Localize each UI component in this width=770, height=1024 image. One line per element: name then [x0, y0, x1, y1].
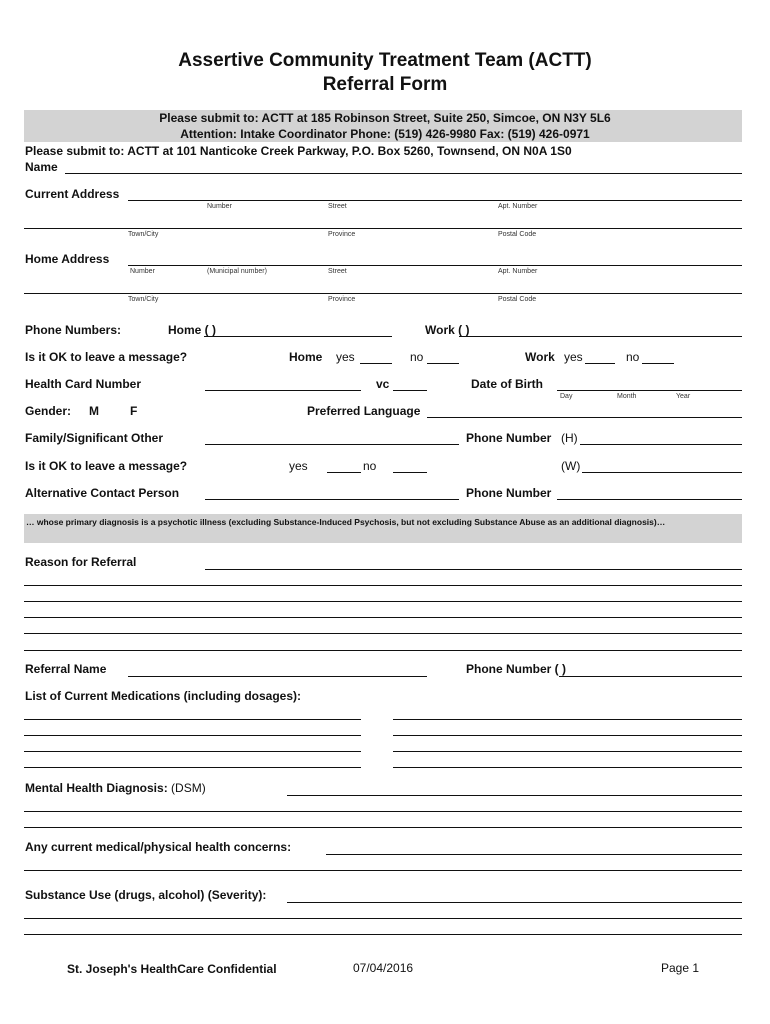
- submit-address-2: Please submit to: ACTT at 101 Nanticoke Creek Parkway, P.O. Box 5260, Townsend, ON N0A 1S0: [25, 144, 572, 158]
- caption-home-street: Street: [328, 268, 347, 275]
- caption-month: Month: [617, 393, 637, 400]
- gender-m[interactable]: M: [89, 404, 99, 418]
- family-msg-no-field[interactable]: [393, 472, 427, 473]
- form-title: Assertive Community Treatment Team (ACTT): [178, 50, 592, 71]
- caption-street: Street: [328, 203, 347, 210]
- work-msg-yes-field[interactable]: [585, 363, 615, 364]
- name-field[interactable]: [65, 173, 742, 174]
- mental-dx-field-3[interactable]: [24, 827, 742, 828]
- medical-label: Any current medical/physical health concerns:: [25, 840, 292, 854]
- dob-field[interactable]: [557, 390, 742, 391]
- family-phone-h: (H): [561, 431, 578, 445]
- med-right-2[interactable]: [393, 735, 742, 736]
- preferred-language-label: Preferred Language: [307, 404, 421, 418]
- med-left-2[interactable]: [24, 735, 361, 736]
- family-label: Family/Significant Other: [25, 431, 164, 445]
- family-msg-yes: yes: [289, 459, 308, 473]
- family-phone-w: (W): [561, 459, 581, 473]
- family-phone-h-field[interactable]: [580, 444, 742, 445]
- medical-field-1[interactable]: [326, 854, 742, 855]
- med-right-1[interactable]: [393, 719, 742, 720]
- submit-attention: Attention: Intake Coordinator Phone: (519) 426-9980 Fax: (519) 426-0971: [180, 127, 590, 141]
- caption-home-town: Town/City: [128, 296, 159, 303]
- caption-municipal: (Municipal number): [207, 268, 267, 275]
- referral-name-field[interactable]: [128, 676, 427, 677]
- referral-phone-field[interactable]: [559, 676, 742, 677]
- work-msg-no: no: [626, 350, 640, 364]
- gender-f[interactable]: F: [130, 404, 138, 418]
- work-msg-yes: yes: [564, 350, 583, 364]
- reason-field-6[interactable]: [24, 650, 742, 651]
- referral-phone-label: Phone Number ( ): [466, 662, 567, 676]
- home-msg-no-field[interactable]: [427, 363, 459, 364]
- alt-phone-field[interactable]: [557, 499, 742, 500]
- caption-home-postal: Postal Code: [498, 296, 537, 303]
- medical-field-2[interactable]: [24, 870, 742, 871]
- dob-label: Date of Birth: [471, 377, 543, 391]
- health-card-field[interactable]: [205, 390, 361, 391]
- home-msg-label: Home: [289, 350, 323, 364]
- family-msg-no: no: [363, 459, 377, 473]
- work-phone-label: Work ( ): [425, 323, 470, 337]
- med-left-3[interactable]: [24, 751, 361, 752]
- home-msg-yes: yes: [336, 350, 355, 364]
- alt-contact-label: Alternative Contact Person: [25, 486, 180, 500]
- med-right-3[interactable]: [393, 751, 742, 752]
- footer-page: Page 1: [661, 961, 700, 975]
- dsm-label: (DSM): [171, 781, 206, 795]
- caption-province: Province: [328, 231, 356, 238]
- caption-postal: Postal Code: [498, 231, 537, 238]
- substance-field-3[interactable]: [24, 934, 742, 935]
- gender-label: Gender:: [25, 404, 72, 418]
- mental-dx-field-1[interactable]: [287, 795, 742, 796]
- form-subtitle: Referral Form: [322, 74, 448, 95]
- home-address-field[interactable]: [128, 265, 742, 266]
- med-left-4[interactable]: [24, 767, 361, 768]
- mental-dx-row: [25, 781, 206, 795]
- preferred-language-field[interactable]: [427, 417, 742, 418]
- caption-number: Number: [207, 203, 232, 210]
- work-phone-field[interactable]: [459, 336, 742, 337]
- caption-apt: Apt. Number: [498, 203, 538, 210]
- caption-year: Year: [676, 393, 691, 400]
- alt-phone-label: Phone Number: [466, 486, 552, 500]
- family-field[interactable]: [205, 444, 459, 445]
- health-card-label: Health Card Number: [25, 377, 142, 391]
- current-address-field[interactable]: [128, 200, 742, 201]
- caption-day: Day: [560, 393, 573, 400]
- reason-field-1[interactable]: [205, 569, 742, 570]
- reason-field-3[interactable]: [24, 601, 742, 602]
- footer-org: St. Joseph's HealthCare Confidential: [67, 962, 277, 976]
- med-right-4[interactable]: [393, 767, 742, 768]
- family-phone-w-field[interactable]: [582, 472, 742, 473]
- reason-field-5[interactable]: [24, 633, 742, 634]
- submit-address-1: Please submit to: ACTT at 185 Robinson Street, Suite 250, Simcoe, ON N3Y 5L6: [159, 111, 611, 125]
- home-msg-yes-field[interactable]: [360, 363, 392, 364]
- caption-town: Town/City: [128, 231, 159, 238]
- med-left-1[interactable]: [24, 719, 361, 720]
- work-msg-label: Work: [525, 350, 555, 364]
- mental-dx-label: Mental Health Diagnosis:: [25, 781, 168, 795]
- medications-label: List of Current Medications (including dosages):: [25, 689, 302, 703]
- reason-field-2[interactable]: [24, 585, 742, 586]
- vc-label: vc: [376, 377, 390, 391]
- caption-home-apt: Apt. Number: [498, 268, 538, 275]
- caption-home-number: Number: [130, 268, 155, 275]
- phone-numbers-label: Phone Numbers:: [25, 323, 122, 337]
- diagnosis-note: … whose primary diagnosis is a psychotic illness (excluding Substance-Induced Psychosis, but not excluding Substance Abuse as an additional diagnosis)…: [26, 517, 666, 527]
- family-phone-label: Phone Number: [466, 431, 552, 445]
- mental-dx-field-2[interactable]: [24, 811, 742, 812]
- reason-label: Reason for Referral: [25, 555, 137, 569]
- home-address-label: Home Address: [25, 252, 110, 266]
- work-msg-no-field[interactable]: [642, 363, 674, 364]
- ok-message-family-label: Is it OK to leave a message?: [25, 459, 188, 473]
- alt-contact-field[interactable]: [205, 499, 459, 500]
- substance-field-1[interactable]: [287, 902, 742, 903]
- caption-home-province: Province: [328, 296, 356, 303]
- home-msg-no: no: [410, 350, 424, 364]
- current-address-city-field[interactable]: [24, 228, 742, 229]
- home-phone-field[interactable]: [204, 336, 392, 337]
- home-phone-label: Home ( ): [168, 323, 216, 337]
- reason-field-4[interactable]: [24, 617, 742, 618]
- ok-message-label: Is it OK to leave a message?: [25, 350, 188, 364]
- home-address-city-field[interactable]: [24, 293, 742, 294]
- vc-field[interactable]: [393, 390, 427, 391]
- referral-name-label: Referral Name: [25, 662, 107, 676]
- substance-field-2[interactable]: [24, 918, 742, 919]
- footer-date: 07/04/2016: [353, 961, 414, 975]
- name-label: Name: [25, 160, 58, 174]
- current-address-label: Current Address: [25, 187, 120, 201]
- substance-label: Substance Use (drugs, alcohol) (Severity):: [25, 888, 267, 902]
- family-msg-yes-field[interactable]: [327, 472, 361, 473]
